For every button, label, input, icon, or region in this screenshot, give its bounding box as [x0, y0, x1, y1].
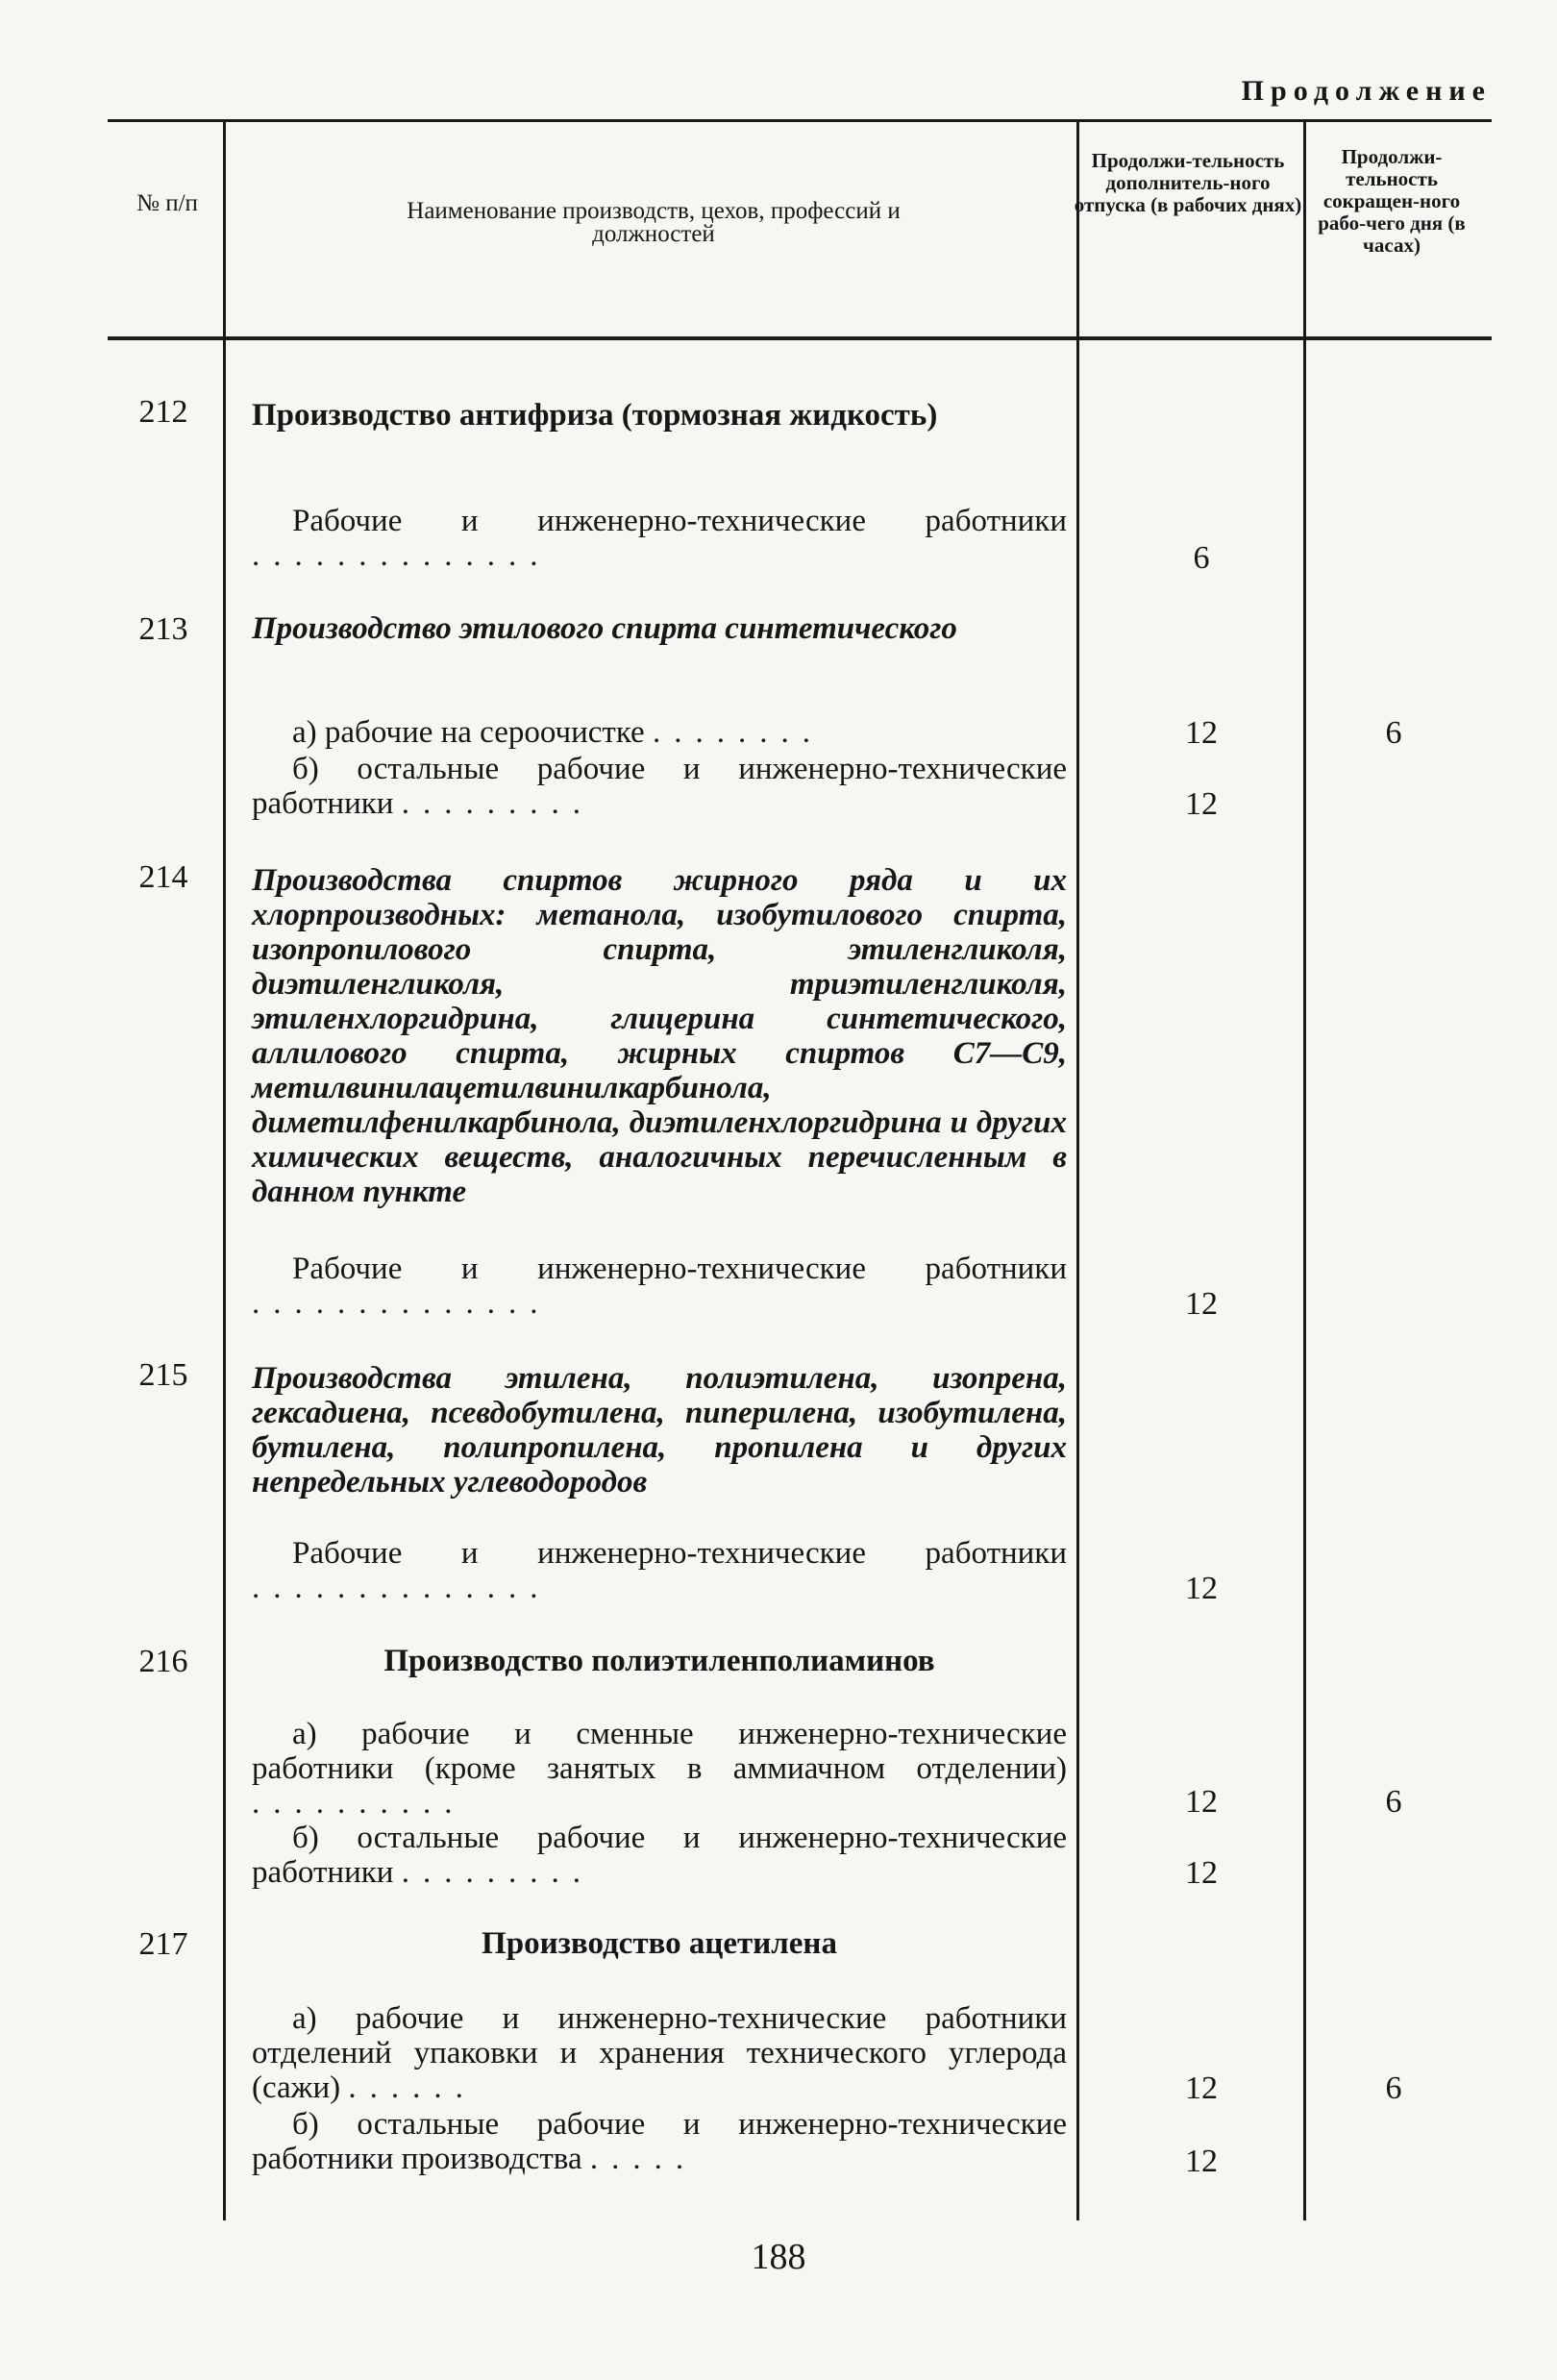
short-day-value: 6: [1385, 1784, 1402, 1820]
column-divider-2: [1076, 122, 1079, 2220]
leader-dots: ......: [348, 2070, 477, 2105]
extra-leave-value: 12: [1185, 2144, 1218, 2179]
extra-leave-value: 12: [1185, 1855, 1218, 1891]
header-name: Наименование производств, цехов, профессий и должностей: [407, 198, 901, 247]
leader-dots: ..........: [252, 1786, 466, 1821]
entry-text: [252, 2001, 1067, 2105]
table-top-rule: [108, 119, 1492, 122]
entry-label: а) рабочие на сероочистке: [292, 715, 645, 750]
section-title: Производства этилена, полиэтилена, изопрена, гексадиена, псевдобутилена, пиперилена, изобутилена, бутилена, полипропилена, пропилена и других непредельных углеводородов: [252, 1361, 1067, 1500]
section-title: Производство антифриза (тормозная жидкость): [252, 398, 938, 433]
row-number: 216: [138, 1644, 188, 1679]
row-number: 215: [138, 1357, 188, 1393]
page-number: 188: [751, 2237, 806, 2277]
entry-label: а) рабочие и инженерно-технические работники отделений упаковки и хранения технического углерода (сажи): [252, 2001, 1067, 2105]
section-title: Производства спиртов жирного ряда и их хлорпроизводных: метанола, изобутилового спирта, изопропилового спирта, этиленгликоля, диэтиленгликоля, триэтиленгликоля, этиленхлоргидрина, глицерина синтетического, аллилового спирта, жирных спиртов C7—C9, метилвинилацетилвинилкарбинола, диметилфенилкарбинола, диэтиленхлоргидрина и других химических веществ, аналогичных перечисленным в данном пункте: [252, 863, 1067, 1209]
leader-dots: .........: [401, 786, 594, 821]
header-bottom-rule: [108, 336, 1492, 340]
extra-leave-value: 12: [1185, 1784, 1218, 1820]
leader-dots: ..............: [252, 538, 552, 573]
leader-dots: ..............: [252, 1286, 552, 1321]
entry-label: б) остальные рабочие и инженерно-технические работники: [252, 752, 1067, 821]
row-number: 212: [138, 394, 188, 430]
entry-label: Рабочие и инженерно-технические работники: [292, 504, 1067, 538]
short-day-value: 6: [1385, 715, 1402, 751]
leader-dots: ..............: [252, 1571, 552, 1605]
column-divider-3: [1303, 122, 1306, 2220]
row-number: 217: [138, 1926, 188, 1962]
header-extra-leave: Продолжи-тельность дополнитель-ного отпуска (в рабочих днях): [1074, 149, 1302, 216]
short-day-value: 6: [1385, 2070, 1402, 2106]
extra-leave-value: 12: [1185, 2070, 1218, 2106]
entry-text: [252, 752, 1067, 821]
section-title: Производство этилового спирта синтетического: [252, 611, 957, 646]
extra-leave-value: 12: [1185, 1571, 1218, 1606]
section-title: Производство полиэтиленполиаминов: [383, 1644, 935, 1678]
entry-label: а) рабочие и сменные инженерно-технические работники (кроме занятых в аммиачном отделении): [252, 1717, 1067, 1786]
entry-text: [252, 1252, 1067, 1321]
leader-dots: .........: [401, 1855, 594, 1890]
header-number: № п/п: [136, 190, 198, 216]
row-number: 213: [138, 611, 188, 647]
entry-text: [252, 1821, 1067, 1890]
leader-dots: ........: [652, 715, 824, 750]
leader-dots: .....: [589, 2142, 698, 2176]
column-divider-1: [223, 122, 226, 2220]
section-title: Производство ацетилена: [482, 1926, 837, 1961]
header-short-day: Продолжи-тельность сокращен-ного рабо-чего дня (в часах): [1318, 145, 1466, 257]
row-number: 214: [138, 859, 188, 895]
extra-leave-value: 6: [1193, 540, 1210, 576]
entry-label: б) остальные рабочие и инженерно-технические работники: [252, 1821, 1067, 1890]
entry-text: [252, 2107, 1067, 2176]
continued-label: Продолжение: [1241, 75, 1492, 107]
entry-label: Рабочие и инженерно-технические работники: [292, 1252, 1067, 1286]
entry-text: [252, 504, 1067, 573]
entry-text: [252, 715, 1067, 750]
extra-leave-value: 12: [1185, 1286, 1218, 1322]
entry-text: [252, 1536, 1067, 1605]
entry-text: [252, 1717, 1067, 1821]
entry-label: Рабочие и инженерно-технические работники: [292, 1536, 1067, 1571]
entry-label: б) остальные рабочие и инженерно-технические работники производства: [252, 2107, 1067, 2176]
extra-leave-value: 12: [1185, 715, 1218, 751]
extra-leave-value: 12: [1185, 786, 1218, 822]
